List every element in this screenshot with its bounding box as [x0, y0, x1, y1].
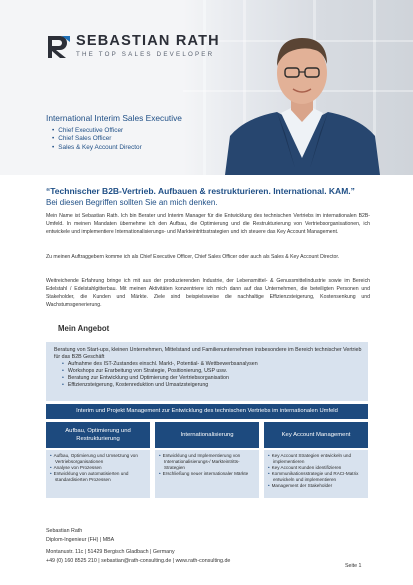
- page-number: Seite 1: [345, 563, 362, 569]
- list-item: • Entwicklung und Implementierung von Internationalisierungs-/ Markteintritts-Strategien: [159, 453, 255, 471]
- list-item: • Management der Stakeholder: [268, 483, 364, 489]
- list-item: • Entwicklung von automatisierten und standardisierten Prozessen: [50, 471, 146, 483]
- list-item: • Erschließung neuer internationaler Märkte: [159, 471, 255, 477]
- role-item: • Sales & Key Account Director: [52, 144, 142, 152]
- list-item: • Kommunikationsstrategie und RACI-Matrix entwickeln und implementieren: [268, 471, 364, 483]
- interim-bar: Interim und Projekt Management zur Entwicklung des technischen Vertriebs im internationalen Umfeld: [46, 404, 368, 419]
- role-item: • Chief Executive Officer: [52, 127, 142, 135]
- portrait-photo: [225, 18, 380, 175]
- offer-box: [46, 342, 368, 401]
- profile-title: International Interim Sales Executive: [46, 113, 182, 123]
- headline-subline: Bei diesen Begriffen sollten Sie an mich denken.: [46, 198, 218, 207]
- column-body-key-account: [264, 450, 368, 498]
- list-item: • Aufbau, Optimierung und Umsetzung von Vertriebsorganisationen: [50, 453, 146, 465]
- headline-quote: “Technischer B2B-Vertrieb. Aufbauen & restrukturieren. International. KAM.”: [46, 186, 355, 196]
- logo-icon: [46, 34, 72, 60]
- logo-name: SEBASTIAN RATH: [76, 33, 220, 49]
- logo-tagline: THE TOP SALES DEVELOPER: [76, 51, 215, 58]
- offer-item: • Beratung zur Entwicklung und Optimierung der Vertriebsorganisation: [62, 375, 368, 382]
- column-heading-aufbau: Aufbau, Optimierung und Restrukturierung: [46, 422, 150, 448]
- offer-item: • Effizienzsteigerung, Kostenreduktion und Umsatzsteigerung: [62, 382, 368, 389]
- column-heading-internationalisierung: Internationalisierung: [155, 422, 259, 448]
- footer-address: Montanustr. 11c | 51429 Bergisch Gladbach | Germany: [46, 549, 175, 555]
- list-item: • Key Account Kunden identifizieren: [268, 465, 364, 471]
- footer-name: Sebastian Rath: [46, 528, 83, 534]
- footer-contact: +49 (0) 160 8525 210 | sebastian@rath-consulting.de | www.rath-consulting.de: [46, 558, 231, 564]
- footer-title: Diplom-Ingenieur (FH) | MBA: [46, 537, 115, 543]
- offer-item: • Workshops zur Erarbeitung von Strategie, Positionierung, USP usw.: [62, 368, 368, 375]
- header-banner: [0, 0, 413, 175]
- intro-paragraph: Zu meinen Auftraggebern komme ich als Chief Executive Officer, Chief Sales Officer oder auch als Sales & Key Account Director.: [46, 254, 340, 260]
- list-item: • Analyse von Prozessen: [50, 465, 146, 471]
- role-list: [52, 127, 142, 152]
- role-item: • Chief Sales Officer: [52, 135, 142, 143]
- offer-intro: Beratung von Start-ups, kleinen Unternehmen, Mittelstand und Familienunternehmen insbesondere im Bereich technischer Vertrieb für das B2B Geschäft: [54, 347, 362, 360]
- column-heading-key-account: Key Account Management: [264, 422, 368, 448]
- offer-item: • Aufnahme des IST-Zustandes einschl. Markt-, Potential- & Wettbewerbsanalysen: [62, 361, 368, 368]
- intro-paragraph: Weitreichende Erfahrung bringe ich mit aus der produzierenden Industrie, der Lebensmittel- & Genussmittelindustrie sowie im Bereich Edelstahl / Edelstahlgitterbau. Mit meinen Aktivitäten konzentriere ich mich dann auf das Unternehmen, die beteiligten Personen und Stakeholder, die Kunden und Märkte. Ziele sind beispielsweise die nachhaltige Effizienzsteigerung, Kostensenkung und Wachstumsgenerierung.: [46, 278, 370, 308]
- offer-list: [62, 361, 368, 389]
- column-body-internationalisierung: [155, 450, 259, 498]
- column-body-aufbau: [46, 450, 150, 498]
- section-title-offer: Mein Angebot: [58, 324, 110, 333]
- intro-paragraph: Mein Name ist Sebastian Rath. Ich bin Berater und Interim Manager für die Entwicklung des technischen Vertriebs im internationalen B2B-Umfeld. In meinen Mandaten übernehme ich den Aufbau, die Optimierung und die Restrukturierung von Vertriebsorganisationen, ich entwickele und implementiere Internationalisierungs- und Markteintrittsstrategien und ich steuere das Key Account Management.: [46, 213, 370, 235]
- list-item: • Key Account Strategien entwickeln und implementieren: [268, 453, 364, 465]
